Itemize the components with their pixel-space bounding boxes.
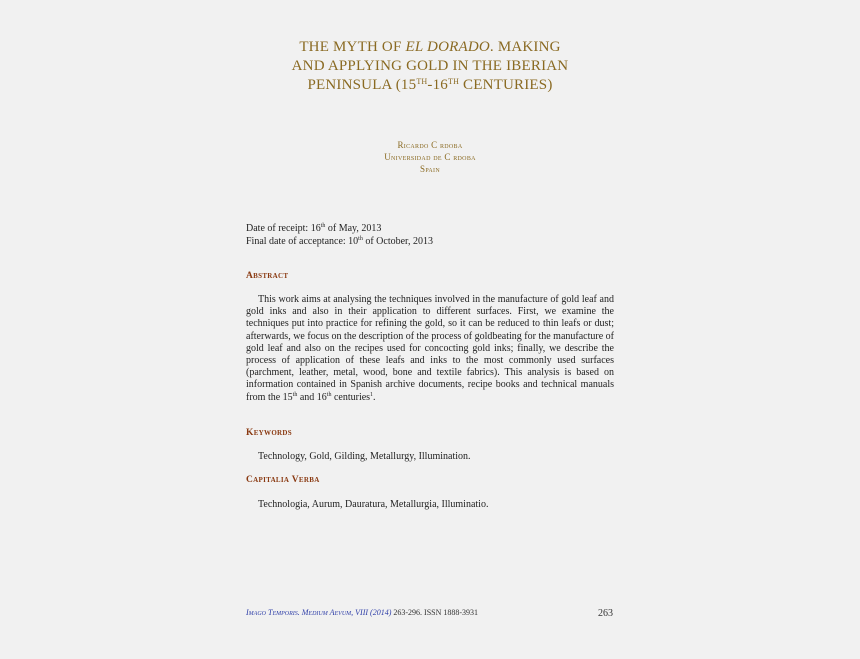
date-text: of May, 2013 bbox=[325, 223, 382, 234]
title-italic-text: EL DORADO bbox=[405, 39, 490, 55]
page-number: 263 bbox=[598, 608, 613, 619]
abstract-heading: Abstract bbox=[246, 271, 289, 281]
abstract-text: . bbox=[373, 391, 376, 403]
date-superscript: th bbox=[358, 236, 363, 242]
title-text: THE MYTH OF bbox=[299, 39, 406, 55]
date-superscript: th bbox=[320, 223, 326, 229]
keywords-heading: Keywords bbox=[246, 428, 292, 438]
author-country: Spain bbox=[420, 164, 440, 174]
acceptance-date bbox=[246, 235, 433, 248]
author-name: Ricardo C rdoba bbox=[397, 140, 463, 150]
abstract-superscript: th bbox=[292, 391, 298, 398]
abstract-text: and 16 bbox=[297, 391, 327, 403]
date-text: Final date of acceptance: 10 bbox=[246, 236, 359, 247]
title-text: -16 bbox=[427, 77, 448, 93]
capitalia-text: Technologia, Aurum, Dauratura, Metallurgia, Illuminatio. bbox=[258, 499, 489, 510]
dates-block bbox=[246, 222, 433, 248]
title-text: PENINSULA (15 bbox=[307, 77, 417, 93]
abstract-text: centuries bbox=[331, 391, 371, 403]
journal-pages: 263-296. ISSN 1888-3931 bbox=[393, 608, 479, 617]
title-superscript: TH bbox=[416, 77, 428, 86]
title-line-3 bbox=[230, 76, 630, 95]
author-block bbox=[280, 139, 580, 175]
title-text: CENTURIES) bbox=[459, 77, 553, 93]
receipt-date bbox=[246, 222, 433, 235]
abstract-body bbox=[246, 294, 614, 404]
capitalia-heading: Capitalia Verba bbox=[246, 475, 320, 485]
title-line-1 bbox=[230, 38, 630, 57]
journal-name[interactable]: Imago Temporis. Medium Aevum bbox=[246, 608, 352, 617]
footnote-marker[interactable]: 1 bbox=[370, 391, 374, 398]
footer-citation bbox=[246, 608, 478, 617]
date-text: of October, 2013 bbox=[362, 236, 433, 247]
title-superscript: TH bbox=[448, 77, 460, 86]
keywords-text: Technology, Gold, Gilding, Metallurgy, Illumination. bbox=[258, 451, 471, 462]
date-text: Date of receipt: 16 bbox=[246, 223, 321, 234]
journal-volume[interactable]: , VIII (2014) bbox=[351, 608, 394, 617]
title-text: . MAKING bbox=[489, 39, 561, 55]
abstract-text: This work aims at analysing the techniques involved in the manufacture of gold leaf and gold inks and also in their application to different surfaces. First, we examine the techniques put into practice for refining the gold, so it can be reduced to thin leafs or dust; afterwards, we focus on the description of the process of goldbeating for the manufacture of gold leaf and also on the recipes used for concocting gold inks; finally, we describe the process of application of these leafs and inks to the most commonly used surfaces (parchment, leather, metal, wood, bone and textile fabrics). This analysis is based on information contained in Spanish archive documents, recipe books and technical manuals from the 15 bbox=[246, 294, 614, 403]
author-institution: Universidad de C rdoba bbox=[384, 152, 476, 162]
abstract-superscript: th bbox=[326, 391, 332, 398]
article-title bbox=[230, 38, 630, 95]
title-line-2: AND APPLYING GOLD IN THE IBERIAN bbox=[291, 58, 569, 74]
